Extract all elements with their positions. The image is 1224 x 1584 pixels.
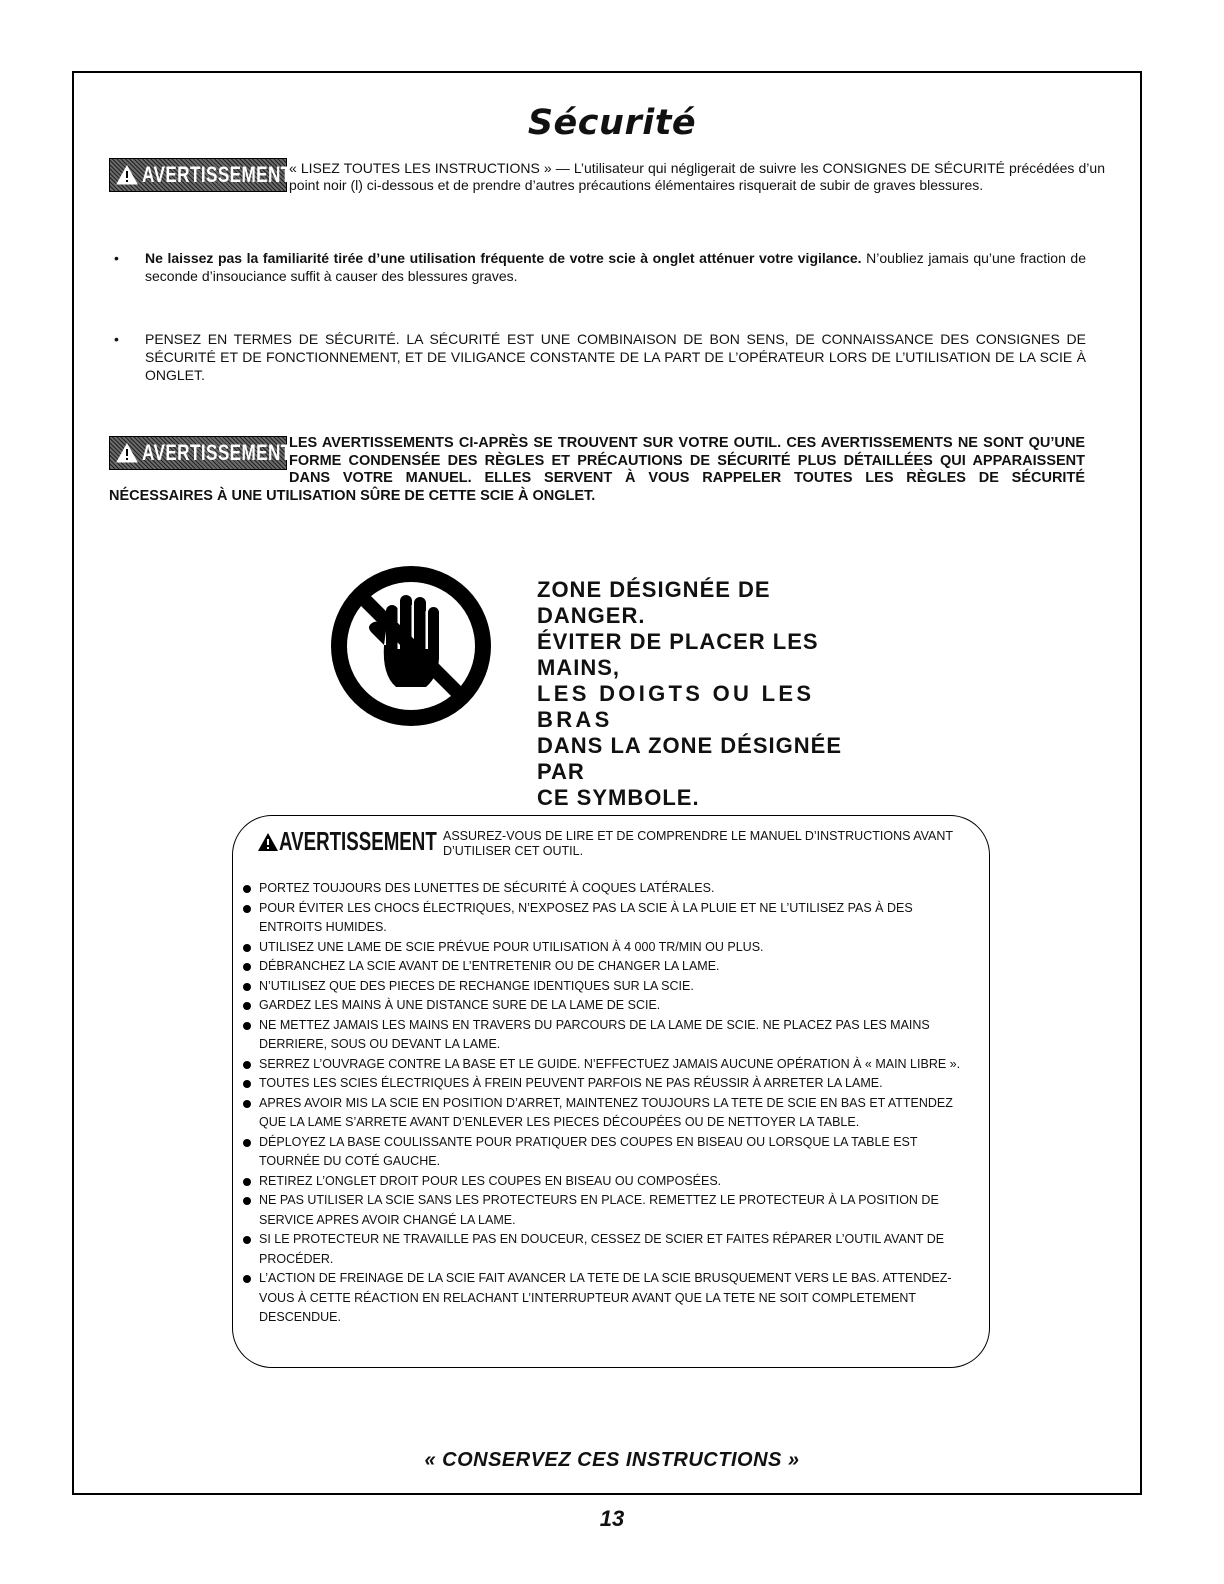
- zone-line: CE SYMBOLE.: [537, 785, 700, 810]
- bullet-think-safety: [114, 330, 1086, 384]
- list-item: NE METTEZ JAMAIS LES MAINS EN TRAVERS DU PARCOURS DE LA LAME DE SCIE. NE PLACEZ PAS LES MAINS DERRIERE, SOUS OU DEVANT LA LAME.: [242, 1016, 977, 1055]
- label-warning-list: [242, 879, 977, 1328]
- list-item: PORTEZ TOUJOURS DES LUNETTES DE SÉCURITÉ À COQUES LATÉRALES.: [242, 879, 977, 899]
- bullet-2-text: PENSEZ EN TERMES DE SÉCURITÉ. LA SÉCURITÉ EST UNE COMBINAISON DE BON SENS, DE CONNAISSANCE DES CONSIGNES DE SÉCURITÉ ET DE FONCTIONNEMENT, ET DE VILIGANCE CONSTANTE DE LA PART DE L’OPÉRATEUR LORS DE L’UTILISATION DE LA SCIE À ONGLET.: [145, 331, 1086, 383]
- list-item: N’UTILISEZ QUE DES PIECES DE RECHANGE IDENTIQUES SUR LA SCIE.: [242, 977, 977, 997]
- bullet-dot: •: [114, 331, 119, 347]
- zone-line: ÉVITER DE PLACER LES MAINS,: [537, 629, 819, 680]
- list-item: NE PAS UTILISER LA SCIE SANS LES PROTECTEURS EN PLACE. REMETTEZ LE PROTECTEUR À LA POSITION DE SERVICE APRES AVOIR CHANGÉ LA LAME.: [242, 1191, 977, 1230]
- label-header-text: ASSUREZ-VOUS DE LIRE ET DE COMPRENDRE LE MANUEL D’INSTRUCTIONS AVANT D’UTILISER CET OUTIL.: [443, 829, 953, 858]
- list-item: L’ACTION DE FREINAGE DE LA SCIE FAIT AVANCER LA TETE DE LA SCIE BRUSQUEMENT VERS LE BAS. ATTENDEZ-VOUS À CETTE RÉACTION EN RELACHANT L’INTERRUPTEUR AVANT QUE LA TETE NE SOIT COMPLETEMENT DESCENDUE.: [242, 1269, 977, 1328]
- page-title: Sécurité: [527, 103, 697, 143]
- warning-badge-label: AVERTISSEMENT: [142, 440, 292, 465]
- bullet-familiarity: [114, 249, 1086, 285]
- zone-line: LES DOIGTS OU LES BRAS: [537, 681, 815, 732]
- list-item: UTILISEZ UNE LAME DE SCIE PRÉVUE POUR UTILISATION À 4 000 TR/MIN OU PLUS.: [242, 938, 977, 958]
- zone-line: ZONE DÉSIGNÉE DE DANGER.: [537, 577, 771, 628]
- warning-triangle-icon: [257, 832, 279, 852]
- label-badge-text: AVERTISSEMENT: [279, 826, 437, 856]
- list-item: DÉBRANCHEZ LA SCIE AVANT DE L’ENTRETENIR OU DE CHANGER LA LAME.: [242, 957, 977, 977]
- footer-keep-instructions: « CONSERVEZ CES INSTRUCTIONS »: [424, 1449, 800, 1471]
- bullet-1-text: N’oubliez jamais qu’une fraction de seconde d’insouciance suffit à causer des blessures graves.: [145, 250, 1087, 284]
- list-item: SERREZ L’OUVRAGE CONTRE LA BASE ET LE GUIDE. N’EFFECTUEZ JAMAIS AUCUNE OPÉRATION À « MAIN LIBRE ».: [242, 1055, 977, 1075]
- zone-line: DANS LA ZONE DÉSIGNÉE PAR: [537, 733, 842, 784]
- danger-zone-text: [537, 577, 857, 811]
- bullet-1-bold: Ne laissez pas la familiarité tirée d’une utilisation fréquente de votre scie à onglet atténuer votre vigilance.: [145, 250, 862, 266]
- list-item: GARDEZ LES MAINS À UNE DISTANCE SURE DE LA LAME DE SCIE.: [242, 996, 977, 1016]
- list-item: APRES AVOIR MIS LA SCIE EN POSITION D’ARRET, MAINTENEZ TOUJOURS LA TETE DE SCIE EN BAS ET ATTENDEZ QUE LA LAME S’ARRETE AVANT D’ENLEVER LES PIECES DÉCOUPÉES OU DE NETTOYER LA TABLE.: [242, 1094, 977, 1133]
- list-item: RETIREZ L’ONGLET DROIT POUR LES COUPES EN BISEAU OU COMPOSÉES.: [242, 1172, 977, 1192]
- no-hands-icon: [330, 565, 492, 727]
- warning-2-text: LES AVERTISSEMENTS CI-APRÈS SE TROUVENT SUR VOTRE OUTIL. CES AVERTISSEMENTS NE SONT QU’UNE FORME CONDENSÉE DES RÈGLES ET PRÉCAUTIONS DE SÉCURITÉ PLUS DÉTAILLÉES QUI APPARAISSENT DANS VOTRE MANUEL. ELLES SERVENT À VOUS RAPPELER TOUTES LES RÈGLES DE SÉCURITÉ NÉCESSAIRES À UNE UTILISATION SÛRE DE CETTE SCIE À ONGLET.: [109, 435, 1085, 504]
- warning-badge-label: AVERTISSEMENT: [142, 162, 292, 187]
- list-item: DÉPLOYEZ LA BASE COULISSANTE POUR PRATIQUER DES COUPES EN BISEAU OU LORSQUE LA TABLE EST TOURNÉE DU COTÉ GAUCHE.: [242, 1133, 977, 1172]
- bullet-dot: •: [114, 250, 119, 266]
- list-item: SI LE PROTECTEUR NE TRAVAILLE PAS EN DOUCEUR, CESSEZ DE SCIER ET FAITES RÉPARER L’OUTIL AVANT DE PROCÉDER.: [242, 1230, 977, 1269]
- page-number: 13: [599, 1506, 625, 1531]
- list-item: POUR ÉVITER LES CHOCS ÉLECTRIQUES, N’EXPOSEZ PAS LA SCIE À LA PLUIE ET NE L’UTILISEZ PAS À DES ENTROITS HUMIDES.: [242, 899, 977, 938]
- list-item: TOUTES LES SCIES ÉLECTRIQUES À FREIN PEUVENT PARFOIS NE PAS RÉUSSIR À ARRETER LA LAME.: [242, 1074, 977, 1094]
- warning-1-text: « LISEZ TOUTES LES INSTRUCTIONS » — L’utilisateur qui négligerait de suivre les CONSIGNES DE SÉCURITÉ précédées d’un point noir (l) ci-dessous et de prendre d’autres précautions élémentaires risquerait de subir de graves blessures.: [289, 160, 1105, 193]
